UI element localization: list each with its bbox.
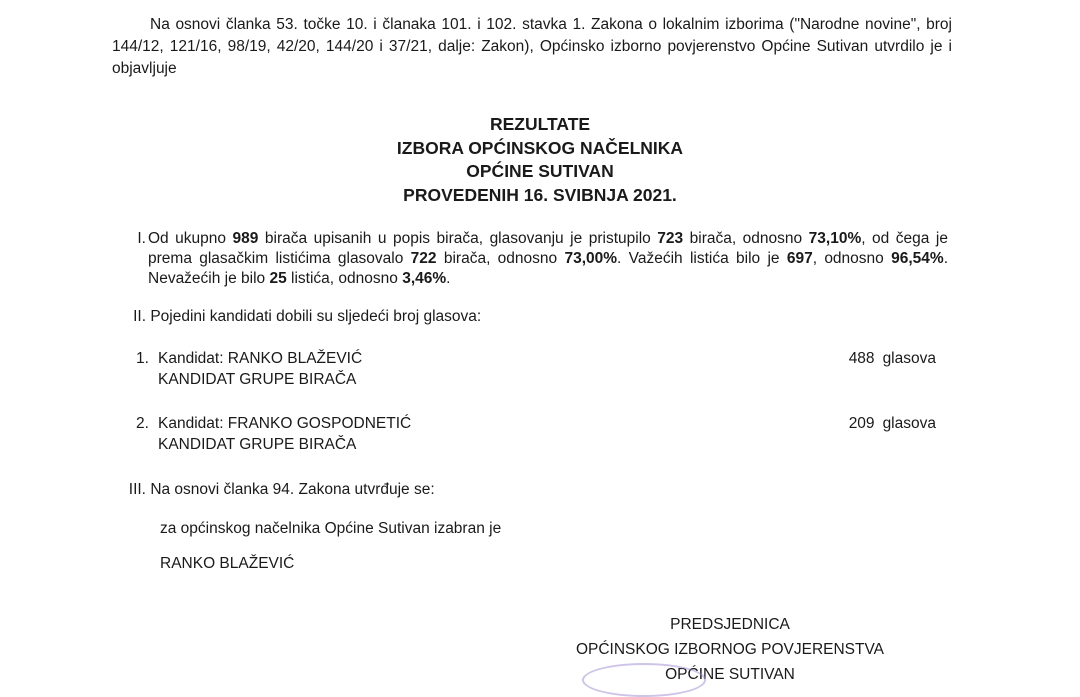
heading-line-1: REZULTATE — [489, 114, 591, 134]
vote-unit: glasova — [882, 350, 936, 367]
section-3-text: Na osnovi članka 94. Zakona utvrđuje se: — [150, 481, 435, 498]
vote-count: 209 — [848, 415, 875, 432]
section-1-numeral: I. — [137, 230, 146, 247]
valid-pct-value: 96,54% — [891, 250, 944, 267]
vote-count: 488 — [848, 350, 875, 367]
signature-line-1: PREDSJEDNICA — [670, 616, 790, 633]
candidate-name: Kandidat: FRANKO GOSPODNETIĆ — [158, 415, 412, 432]
section-1-text — [148, 229, 948, 289]
heading-line-3: OPĆINE SUTIVAN — [466, 161, 614, 181]
total-voters-value: 989 — [232, 230, 259, 247]
candidate-votes — [845, 413, 936, 434]
ballot-voters-value: 722 — [410, 250, 437, 267]
ballot-pct-value: 73,00% — [564, 250, 618, 267]
intro-line-1: Na osnovi članka 53. točke 10. i članaka 101. i 102. stavka 1. Zakona o lokalnim izborima ("Narodne — [150, 16, 860, 33]
candidate-entry — [136, 348, 946, 390]
text-fragment: birača, odnosno — [436, 250, 565, 267]
vote-unit: glasova — [882, 415, 936, 432]
invalid-ballots-value: 25 — [269, 270, 287, 287]
turnout-pct-value: 73,10% — [808, 230, 862, 247]
text-fragment: . — [446, 270, 451, 287]
text-fragment: , odnosno — [812, 250, 892, 267]
section-2 — [118, 307, 481, 327]
candidate-entry — [136, 413, 946, 455]
invalid-pct-value: 3,46% — [402, 270, 447, 287]
intro-line-3: Općine Sutivan utvrdilo je i objavljuje — [112, 38, 952, 77]
text-fragment: , od čega je prema glasačkim listićima glasovalo — [148, 230, 948, 267]
candidate-name: Kandidat: RANKO BLAŽEVIĆ — [158, 350, 363, 367]
official-stamp — [582, 663, 706, 697]
section-2-numeral: II. — [133, 308, 146, 325]
elected-name: RANKO BLAŽEVIĆ — [160, 555, 295, 572]
text-fragment: birača, odnosno — [683, 230, 809, 247]
candidate-list: KANDIDAT GRUPE BIRAČA — [158, 371, 357, 388]
candidate-number: 1. — [136, 350, 149, 367]
valid-ballots-value: 697 — [786, 250, 813, 267]
text-fragment: birača upisanih u popis birača, glasovanju je pristupilo — [258, 230, 658, 247]
section-3-numeral: III. — [128, 481, 146, 498]
section-1 — [118, 229, 948, 289]
text-fragment: . Nevažećih je bilo — [148, 250, 948, 287]
voted-value: 723 — [657, 230, 684, 247]
section-3 — [118, 480, 435, 500]
intro-paragraph — [112, 14, 952, 80]
elected-statement: za općinskog načelnika Općine Sutivan izabran je — [160, 520, 502, 537]
signature-line-3: OPĆINE SUTIVAN — [665, 666, 795, 683]
heading-line-2: IZBORA OPĆINSKOG NAČELNIKA — [396, 137, 684, 158]
document-heading — [290, 113, 790, 207]
text-fragment: Od ukupno — [148, 230, 233, 247]
text-fragment: . Važećih listića bilo je — [617, 250, 787, 267]
candidate-number: 2. — [136, 415, 149, 432]
heading-line-4: PROVEDENIH 16. SVIBNJA 2021. — [403, 184, 677, 205]
candidate-list: KANDIDAT GRUPE BIRAČA — [158, 436, 357, 453]
candidate-votes — [845, 348, 936, 369]
text-fragment: listića, odnosno — [286, 270, 403, 287]
section-2-text: Pojedini kandidati dobili su sljedeći broj glasova: — [150, 308, 482, 325]
signature-line-2: OPĆINSKOG IZBORNOG POVJERENSTVA — [575, 641, 885, 658]
intro-line-2: novine", broj 144/12, 121/16, 98/19, 42/20, 144/20 i 37/21, dalje: Zakon), Općinsko izborno povjerenstvo — [112, 16, 953, 55]
